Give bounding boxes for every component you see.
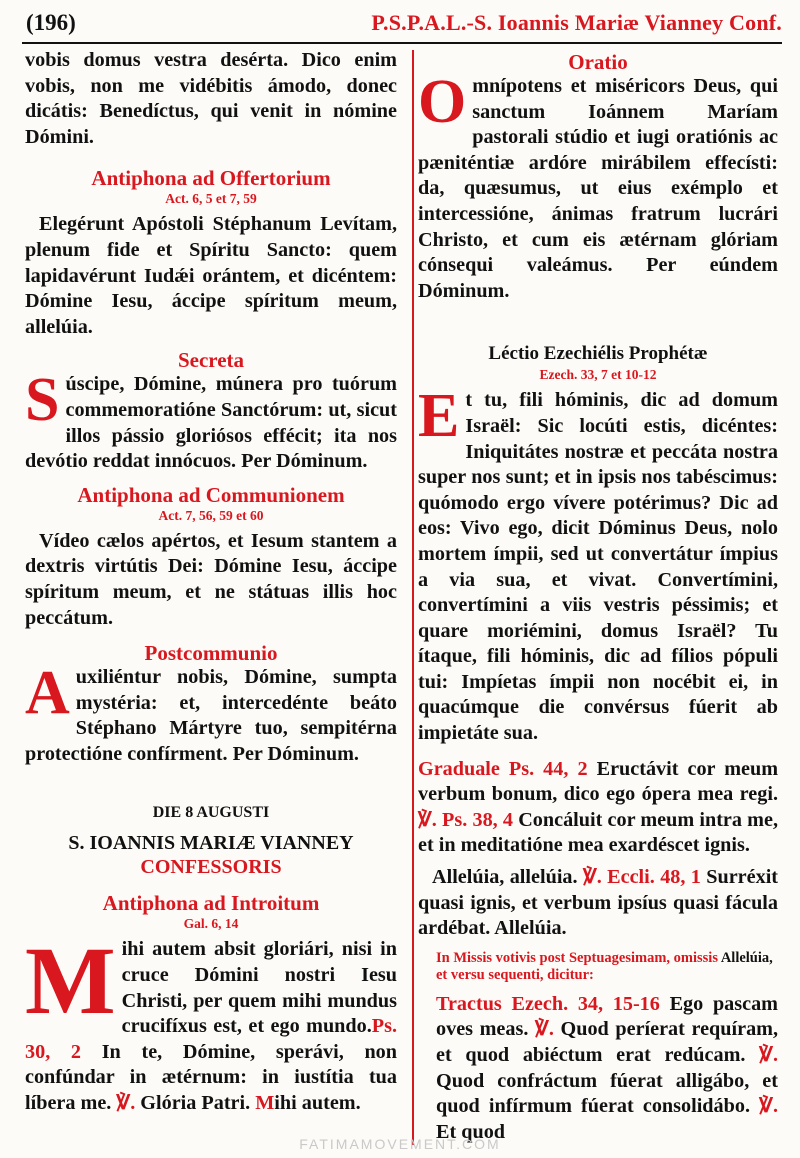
gradual [418, 757, 778, 859]
tract-versicle-3: ℣. [759, 1095, 778, 1118]
postcommunio-text [25, 659, 397, 767]
feast-title: S. IOANNIS MARIÆ VIANNEY [68, 832, 354, 855]
postcommunio-body: uxiliéntur nobis, Dómine, sumpta mystéria: et, intercedénte beáto Stéphano Mártyre tuo, sempitérna protectióne confírment. Per Dóminum. [25, 666, 397, 765]
secreta-body: úscipe, Dómine, múnera pro tuórum commemoratióne Sanctórum: ut, sicut illos pássio gloriósos effécit; ita nos devótio reddat innócuos. Per Dóminum. [25, 373, 397, 473]
gradual-text: Eructávit cor meum verbum bonum, dico ego ópera mea regi. [418, 757, 779, 806]
offertory-reference: Act. 6, 5 et 7, 59 [165, 191, 257, 207]
introit-psalm-ref: Ps. 30, 2 [25, 1015, 397, 1063]
lesson-reference: Ezech. 33, 7 et 10-12 [539, 367, 657, 383]
alleluia-versicle: ℣. Eccli. 48, 1 [582, 866, 701, 889]
watermark: FATIMAMOVEMENT.COM [299, 1136, 501, 1152]
communion-text: Vídeo cælos apértos, et Iesum stantem a dextris virtútis Dei: Dómine Iesu, áccipe spíritum meum, et ne státuas illis hoc peccátum. [25, 529, 397, 629]
communion-reference: Act. 7, 56, 59 et 60 [158, 507, 264, 523]
rubric-note [436, 950, 778, 984]
lesson-text [418, 382, 778, 746]
alleluia-text: Allelúia, allelúia. [432, 866, 578, 889]
page-header [22, 8, 782, 44]
tract-text-d: Et quod [436, 1120, 506, 1143]
postcommunio-heading: Postcommunio [144, 641, 278, 666]
column-divider [412, 50, 414, 1145]
offertory-heading: Antiphona ad Offertorium [91, 166, 331, 191]
oratio-body: mnípotens et miséricors Deus, qui sanctum Ioánnem Maríam pastorali stúdio et iugi oratiónis ac pæniténtiæ ardóre mirábilem effecísti: da, quæsumus, ut eius exémplo et intercessióne, ánimas fratrum lucrári Christo, et cum eis ætérnam glóriam cónsequi valeámus. Per eúndem Dóminum. [418, 75, 778, 302]
gradual-versicle-text: Concáluit cor meum intra me, et in meditatióne mea exardéscet ignis. [418, 808, 779, 857]
rubric-note-a: In Missis votivis post Septuagesimam, omissis [436, 949, 718, 966]
feast-date: DIE 8 AUGUSTI [152, 804, 270, 822]
rubric-note-c: et versu sequenti, dicitur: [436, 966, 594, 983]
lesson-drop-cap: E [418, 382, 460, 451]
secreta-heading: Secreta [177, 348, 245, 373]
tract-text-a: Ego pascam oves meas. [436, 992, 779, 1041]
gospel-ending: vobis domus vestra desérta. Dico enim vobis, non me vidébitis ámodo, donec dicátis: Benedíctus, qui venit in nómine Dómini. [25, 49, 397, 148]
gloria-patri: Glória Patri. [140, 1092, 251, 1115]
tract-versicle-2: ℣. [759, 1044, 778, 1066]
introit-text [25, 927, 397, 1116]
rubric-note-alleluia: Allelúia, [720, 949, 773, 966]
communion-heading: Antiphona ad Communionem [77, 482, 345, 507]
alleluia-verse: Surréxit quasi ignis, et verbum ipsíus quasi fácula ardébat. Allelúia. [418, 866, 779, 940]
oratio-heading: Oratio [568, 50, 628, 74]
left-column [25, 48, 397, 1117]
introit-repeat-cap: M [255, 1092, 275, 1115]
introit-psalm-text: In te, Dómine, sperávi, non confúndar in ætérnum: in iustítia tua líbera me. [25, 1040, 397, 1115]
feast-subtitle: CONFESSORIS [140, 856, 282, 879]
introit-reference: Gal. 6, 14 [183, 916, 239, 932]
tract-versicle-1: ℣. [535, 1018, 554, 1041]
tract [436, 992, 778, 1146]
lesson-heading: Léctio Ezechiélis Prophétæ [488, 343, 708, 365]
introit-body: ihi autem absit gloriári, nisi in cruce Dómini nostri Iesu Christi, per quem mihi mundus crucifíxus est, et ego mundo. [121, 938, 397, 1038]
secreta-drop-cap: S [25, 366, 60, 435]
oratio-drop-cap: O [418, 68, 467, 136]
running-title: P.S.P.A.L.-S. Ioannis Mariæ Vianney Conf. [371, 10, 782, 35]
versicle-symbol: ℣. [116, 1092, 136, 1115]
oratio-text [418, 68, 778, 304]
offertory-text: Elegérunt Apóstoli Stéphanum Levítam, plenum fide et Spíritu Sancto: quem lapidavérunt Iudǽi orántem, et dicéntem: Dómine Iesu, áccipe spíritum meum, allelúia. [25, 213, 397, 338]
tract-label: Tractus Ezech. 34, 15-16 [436, 992, 660, 1015]
gradual-versicle: ℣. Ps. 38, 4 [418, 808, 513, 831]
tract-text-c: Quod confráctum fúerat alligábo, et quod infírmum fúerat consolidábo. [436, 1069, 778, 1118]
introit-repeat: ihi autem. [274, 1092, 361, 1115]
lesson-body: t tu, fili hóminis, dic ad domum Israël: Sic locúti estis, dicéntes: Iniquitátes nostræ et peccáta nostra super nos sunt; et in ipsis nos tabéscimus: quómodo ergo vívere potérimus? Dic ad eos: Vivo ego, dicit Dóminus Deus, nolo mortem ímpii, sed ut convertátur ímpius a via sua, et vivat. Convertímini, convertímini a viis vestris péssimis; et quare moriémini, domus Israël? Tu ítaque, fili hóminis, dic ad fílios pópuli tui: Impíetas ímpii non nocébit ei, in quacúmque die convérsus fúerit ab impietáte sua. [418, 389, 778, 745]
right-column [418, 48, 778, 1145]
alleluia [418, 865, 778, 942]
tract-text-b: Quod períerat requíram, et quod abiéctum erat redúcam. [436, 1018, 779, 1066]
gradual-label: Graduale Ps. 44, 2 [418, 757, 588, 780]
introit-heading: Antiphona ad Introitum [102, 891, 320, 916]
postcommunio-drop-cap: A [25, 659, 70, 728]
secreta-text [25, 366, 397, 474]
introit-drop-cap: M [25, 927, 116, 1035]
page-number: (196) [26, 10, 76, 35]
